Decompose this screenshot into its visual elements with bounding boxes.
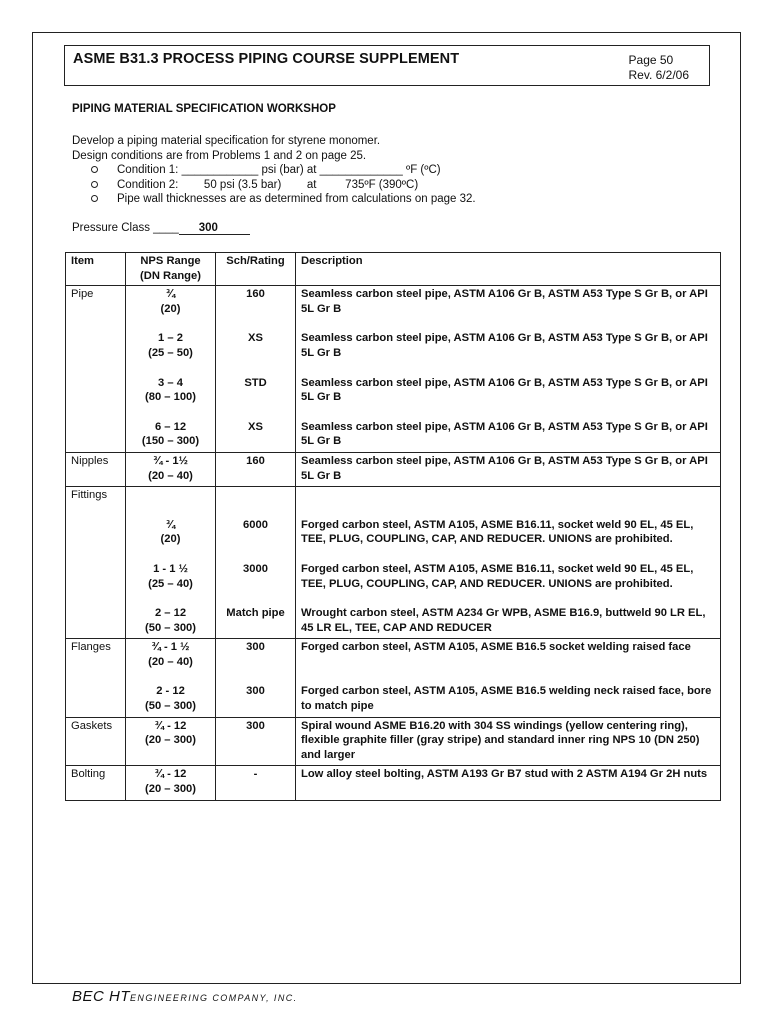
wall-thickness-note: Pipe wall thicknesses are as determined from calculations on page 32. [72,192,476,207]
cell-nps-range: 1 – 2 (25 – 50) [126,330,216,374]
cell-nps-range: ¾ - 1½ (20 – 40) [126,452,216,486]
table-row [66,419,721,453]
cell-sch-rating: 160 [216,286,296,331]
footer-company [72,988,298,1005]
cell-description: Seamless carbon steel pipe, ASTM A106 Gr B, ASTM A53 Type S Gr B, or API 5L Gr B [296,419,721,453]
cell-nps-range [126,487,216,517]
cell-item: Nipples [66,452,126,486]
pressure-class-value: 300 [179,222,250,235]
table-row [66,639,721,684]
intro-line-1: Develop a piping material specification for styrene monomer. [72,135,381,147]
cell-item: Bolting [66,766,126,800]
cell-sch-rating: 3000 [216,561,296,605]
table-row [66,605,721,639]
table-row [66,375,721,419]
header-description: Description [296,253,721,286]
intro-line-2: Design conditions are from Problems 1 and 2 on page 25. [72,149,367,162]
cell-sch-rating: 160 [216,452,296,486]
table-row [66,717,721,766]
cell-description: Forged carbon steel, ASTM A105, ASME B16.11, socket weld 90 EL, 45 EL, TEE, PLUG, COUPLING, CAP, AND REDUCER. UNIONS are prohibited. [296,517,721,561]
table-row [66,561,721,605]
cell-sch-rating: 6000 [216,517,296,561]
cell-description: Forged carbon steel, ASTM A105, ASME B16.11, socket weld 90 EL, 45 EL, TEE, PLUG, COUPLING, CAP, AND REDUCER. UNIONS are prohibited. [296,561,721,605]
footer-brand: BEC HT [72,988,131,1005]
table-row [66,683,721,717]
cell-nps-range: ¾ - 12 (20 – 300) [126,717,216,766]
cell-sch-rating: 300 [216,717,296,766]
condition-1: Condition 1: ____________ psi (bar) at _____________ ºF (ºC) [72,163,476,178]
cell-nps-range: ¾ (20) [126,517,216,561]
cell-nps-range: ¾ (20) [126,286,216,331]
condition-2: Condition 2: 50 psi (3.5 bar) at 735ºF (390ºC) [72,178,476,193]
header-item: Item [66,253,126,286]
cell-item: Pipe [66,286,126,331]
cell-nps-range: 1 - 1 ½ (25 – 40) [126,561,216,605]
cell-item [66,330,126,374]
cell-nps-range: ¾ - 12 (20 – 300) [126,766,216,800]
header-sch: Sch/Rating [216,253,296,286]
cell-description: Forged carbon steel, ASTM A105, ASME B16.5 socket welding raised face [296,639,721,684]
bullet-icon [91,166,98,173]
cell-sch-rating: Match pipe [216,605,296,639]
cell-description: Seamless carbon steel pipe, ASTM A106 Gr B, ASTM A53 Type S Gr B, or API 5L Gr B [296,375,721,419]
cell-description [296,487,721,517]
cell-description: Forged carbon steel, ASTM A105, ASME B16.5 welding neck raised face, bore to match pipe [296,683,721,717]
intro-text [72,134,476,207]
cell-item [66,517,126,561]
material-spec-table [65,252,721,801]
table-row [66,452,721,486]
pressure-class [72,222,250,235]
cell-item [66,605,126,639]
bullet-icon [91,181,98,188]
cell-nps-range: 6 – 12 (150 – 300) [126,419,216,453]
cell-description: Wrought carbon steel, ASTM A234 Gr WPB, ASME B16.9, buttweld 90 LR EL, 45 LR EL, TEE, CAP AND REDUCER [296,605,721,639]
condition-list [72,163,476,207]
document-title: ASME B31.3 PROCESS PIPING COURSE SUPPLEMENT [73,51,460,67]
cell-item: Gaskets [66,717,126,766]
pressure-class-label: Pressure Class ____ [72,222,179,234]
page-number: Page 50 [628,53,674,67]
bullet-icon [91,195,98,202]
cell-item: Flanges [66,639,126,684]
table-row [66,517,721,561]
cell-nps-range: ¾ - 1 ½ (20 – 40) [126,639,216,684]
revision-date: Rev. 6/2/06 [628,68,689,82]
header-nps: NPS Range (DN Range) [126,253,216,286]
cell-description: Seamless carbon steel pipe, ASTM A106 Gr B, ASTM A53 Type S Gr B, or API 5L Gr B [296,286,721,331]
cell-sch-rating: STD [216,375,296,419]
cell-sch-rating: XS [216,419,296,453]
table-row [66,330,721,374]
cell-item [66,683,126,717]
footer-company-name: ENGINEERING COMPANY, INC. [130,993,298,1003]
cell-sch-rating: XS [216,330,296,374]
table-body [66,286,721,800]
table-row [66,286,721,331]
cell-nps-range: 2 – 12 (50 – 300) [126,605,216,639]
table-row [66,487,721,517]
section-title: PIPING MATERIAL SPECIFICATION WORKSHOP [72,103,336,115]
cell-nps-range: 3 – 4 (80 – 100) [126,375,216,419]
page-info [629,53,689,83]
cell-sch-rating: 300 [216,639,296,684]
cell-sch-rating: 300 [216,683,296,717]
cell-sch-rating: - [216,766,296,800]
cell-item [66,561,126,605]
cell-description: Low alloy steel bolting, ASTM A193 Gr B7 stud with 2 ASTM A194 Gr 2H nuts [296,766,721,800]
cell-description: Seamless carbon steel pipe, ASTM A106 Gr B, ASTM A53 Type S Gr B, or API 5L Gr B [296,452,721,486]
cell-item [66,419,126,453]
table-row [66,766,721,800]
cell-nps-range: 2 - 12 (50 – 300) [126,683,216,717]
header-box [64,45,710,86]
cell-sch-rating [216,487,296,517]
cell-item: Fittings [66,487,126,517]
cell-description: Spiral wound ASME B16.20 with 304 SS windings (yellow centering ring), flexible graphite filler (gray stripe) and standard inner ring NPS 10 (DN 250) and larger [296,717,721,766]
cell-item [66,375,126,419]
cell-description: Seamless carbon steel pipe, ASTM A106 Gr B, ASTM A53 Type S Gr B, or API 5L Gr B [296,330,721,374]
table-header-row [66,253,721,286]
